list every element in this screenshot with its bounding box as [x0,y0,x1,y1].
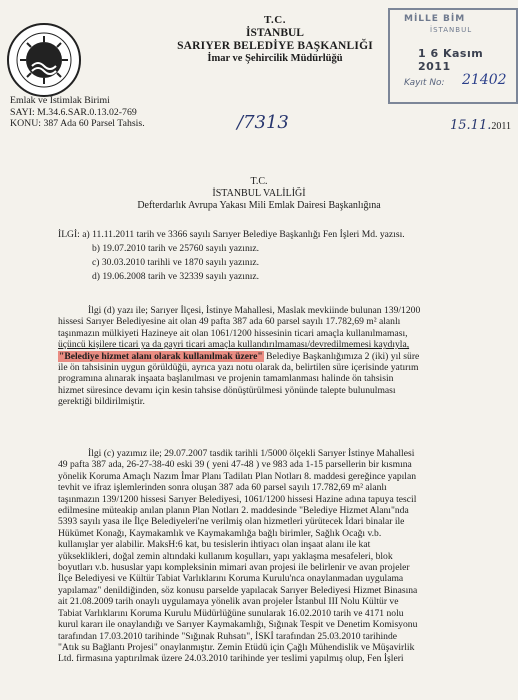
p1-line: hissesi Sarıyer Belediyesine ait olan 49 pafta 387 ada 60 parsel sayılı 17.782,69 m² alanlı [58,316,401,328]
p2-line: İlçe Belediyesi ve Kültür Tabiat Varlıklarını Koruma Kurulu'nca onaylanmadan uygulama [58,573,404,585]
p2-line: edilmesine müteakip anılan planın Plan Notları 2. maddesinde "Belediye Hizmet Alanı"nda [58,505,409,517]
p1-line: taşınmazın mülkiyeti Hazineye ait olan 1061/1200 hissesinin ticari amaçla kullanılmaması, [58,327,408,339]
p1-line-rest: Belediye Başkanlığımıza 2 (iki) yıl süre [263,350,420,362]
paragraph-2 [58,448,512,665]
p1-line: gerektiği bildirilmiştir. [58,396,145,408]
handwritten-date: 15.11. [450,118,492,133]
meta-sayi: SAYI: M.34.6.SAR.0.13.02-769 [10,106,137,118]
header-tc: T.C. [264,14,286,26]
highlighted-phrase: "Belediye hizmet alanı olarak kullanılmak üzere" [59,350,263,362]
meta-unit: Emlak ve İstimlak Birimi [10,95,110,106]
addr-tc: T.C. [250,176,268,187]
header-directorate: İmar ve Şehircilik Müdürlüğü [207,53,343,64]
p1-line: İlgi (d) yazı ile; Sarıyer İlçesi, İstinye Mahallesi, Maslak mevkiinde bulunan 139/1200 [88,305,421,316]
references [58,228,405,284]
p2-line: İlgi (c) yazımız ile; 29.07.2007 tasdik tarihli 1/5000 ölçekli Sarıyer İstinye Mahallesi [88,448,415,459]
p2-line: yükseklikleri, doğal zemin altındaki kullanım koşulları, yapı yaklaşma mesafeleri, blok [58,550,393,562]
reference-a: İLGİ: a) 11.11.2011 tarih ve 3366 sayılı Sarıyer Belediye Başkanlığı Fen İşleri Md. yazısı. [58,229,405,240]
stamp-record-number: 21402 [462,72,507,88]
p2-line: tevhit ve ifraz işlemlerinden sonra oluşan 387 ada 60 parsel sayılı 17.782,69 m² alanlı [58,482,387,494]
stamp-date: 1 6 Kasım 2011 [418,47,484,73]
handwritten-number: /7313 [237,112,289,133]
sariyer-belediyesi-logo [6,22,82,98]
header-city: İSTANBUL [246,27,304,39]
receipt-stamp [388,8,518,104]
p2-line: yönelik Koruma Amaçlı Nazım İmar Planı Tadilatı Plan Notları 8. maddesi gereğince yapılan [58,470,417,482]
reference-b: b) 19.07.2010 tarih ve 25760 sayılı yazınız. [92,243,260,254]
p2-line: taşınmazın 139/1200 hissesi Sarıyer Belediyesi, 1061/1200 hissesi Hazine adına tapuya tescil [58,493,417,505]
reference-d: d) 19.06.2008 tarih ve 32339 sayılı yazınız. [92,271,260,282]
p1-line: hizmet süresince devamı için kesin tahsise dönüştürülmesi yönünde talepte bulunulması [58,384,396,396]
meta-konu: KONU: 387 Ada 60 Parsel Tahsis. [10,118,145,129]
addr-department: Defterdarlık Avrupa Yakası Mili Emlak Dairesi Başkanlığına [137,200,381,211]
p2-line: kurul kararı ile onaylandığı ve Sarıyer Kaymakamlığı, Sığınak Tespit ve Denetim Komisyonu [58,619,418,631]
p2-line: tarafından 17.03.2010 tarihinde "Sığınak Ruhsatı", İSKİ tarafından 25.03.2010 tarihinde [58,630,398,642]
stamp-title: MİLLE BİM [404,14,466,24]
stamp-record-label: Kayıt No: [404,78,445,88]
document-year: 2011 [491,121,511,132]
document-meta [10,95,145,130]
paragraph-1 [58,305,512,408]
p2-line: kullanışlar yer alabilir. MaksH:6 kat, bu tesislerin ihtiyacı olan inşaat alanı ile kat [58,539,371,551]
p2-line: Ltd. firmasına yaptırılmak üzere 24.03.2010 tarihinde yer teslimi yapılmış olup, Fen İşleri [58,653,404,665]
p2-line: ait 21.08.2009 tarih onaylı uygulamaya yönelik avan projeler İstanbul III Nolu Kültür ve [58,596,399,608]
p2-line: Hükümet Konağı, Kaymakamlık ve Kaymakamlığa bağlı birimler, Sağlık Ocağı v.b. [58,527,382,539]
p2-line: 5393 sayılı yasa ile İlçe Belediyeleri'ne verilmiş olan hizmetleri yürütecek İdari binalar ile [58,516,405,528]
p1-line: üçüncü kişilere ticari ya da gayri ticari amaçla kullandırılmaması/devredilmemesi kaydıyla, [58,339,410,351]
addr-governorship: İSTANBUL VALİLİĞİ [212,188,306,199]
letterhead [150,14,400,64]
p2-line: "Atık su Bağlantı Projesi" onaylanmıştır. Zemin Etüdü için Çağlı Mühendislik ve Müşavirlik [58,641,415,653]
p1-line: programına alınarak inşaata başlanılması ve projenin tamamlanması halinde ön tahsisin [58,373,394,385]
header-municipality: SARIYER BELEDİYE BAŞKANLIĞI [177,40,373,52]
p2-line: boyutları v.b. hususlar yapı kompleksinin mimari avan projesi ile belirlenir ve avan projeler [58,562,410,574]
reference-c: c) 30.03.2010 tarihli ve 1870 sayılı yazınız. [92,257,260,268]
p1-line-highlight [58,351,512,362]
document-date [450,118,511,133]
p1-line: ile ön tahsisinin uygun görüldüğü, ayrıca yazı notu olarak da, belirtilen süre içerisinde yatırım [58,362,419,374]
recipient-address [0,176,518,212]
p2-line: Tabiat Varlıklarını Koruma Kurulu Müdürlüğüne sunularak 16.02.2010 tarih ve 4171 nolu [58,607,404,619]
stamp-city: İSTANBUL [430,26,473,34]
p2-line: 49 pafta 387 ada, 26-27-38-40 eski 39 ( yeni 47-48 ) ve 983 ada 1-15 parsellerin bir kısmına [58,459,412,471]
p2-line: yapılamaz" denildiğinden, söz konusu parselde yapılacak Sarıyer Belediyesi Hizmet Binasına [58,584,418,596]
